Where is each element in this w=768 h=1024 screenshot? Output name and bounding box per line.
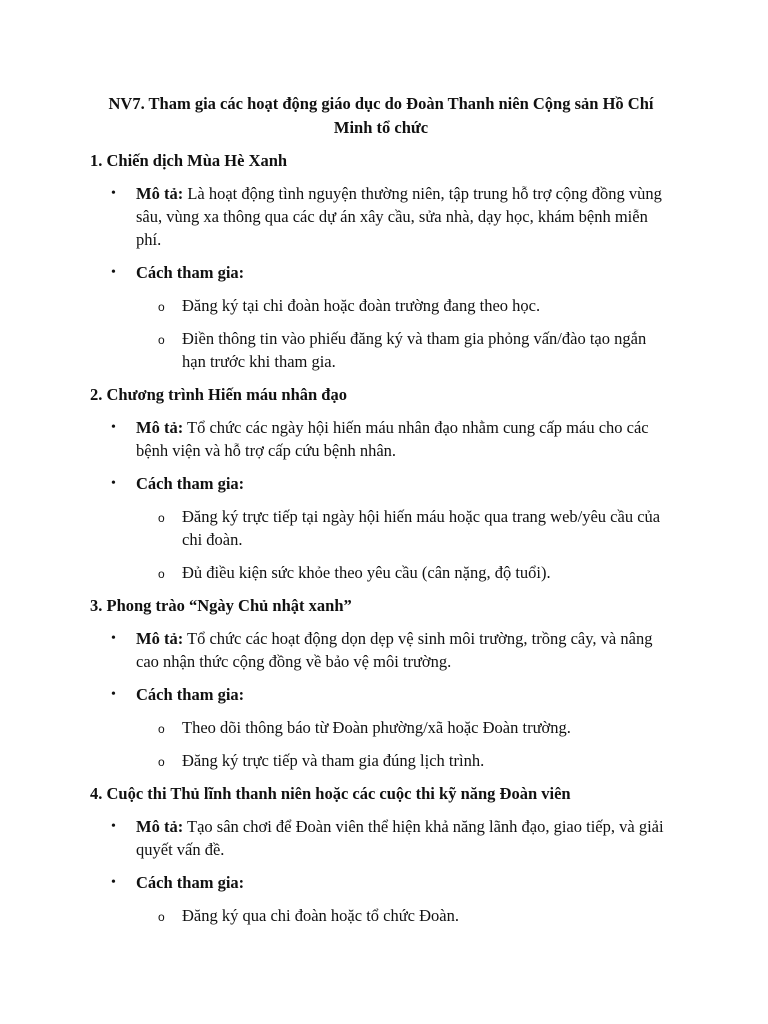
circle-bullet-icon: o [158, 300, 165, 314]
step-item [136, 904, 672, 927]
description-item [90, 416, 672, 462]
bullet-list [90, 627, 672, 772]
bullet-list [90, 182, 672, 373]
step-list [136, 294, 672, 373]
description-text-wrap [136, 817, 664, 859]
section-1 [90, 149, 672, 373]
description-text-wrap [136, 629, 652, 671]
participation-item [90, 871, 672, 927]
step-item [136, 327, 672, 373]
circle-bullet-icon: o [158, 722, 165, 736]
description-text-wrap [136, 418, 649, 460]
participation-label: Cách tham gia: [136, 474, 245, 493]
participation-label: Cách tham gia: [136, 685, 245, 704]
section-3 [90, 594, 672, 772]
circle-bullet-icon: o [158, 910, 165, 924]
participation-item [90, 261, 672, 373]
participation-label: Cách tham gia: [136, 263, 245, 282]
circle-bullet-icon: o [158, 333, 165, 347]
participation-item [90, 683, 672, 772]
section-heading: 3. Phong trào “Ngày Chủ nhật xanh” [90, 596, 352, 615]
step-list [136, 716, 672, 772]
step-list [136, 505, 672, 584]
step-item [136, 505, 672, 551]
step-item [136, 561, 672, 584]
circle-bullet-icon: o [158, 755, 165, 769]
step-text: Theo dõi thông báo từ Đoàn phường/xã hoặc Đoàn trường. [182, 718, 571, 737]
step-text: Đăng ký tại chi đoàn hoặc đoàn trường đang theo học. [182, 296, 541, 315]
section-2 [90, 383, 672, 584]
participation-item [90, 472, 672, 584]
bullet-icon: • [111, 265, 116, 280]
circle-bullet-icon: o [158, 567, 165, 581]
section-4 [90, 782, 672, 927]
description-label: Mô tả: [136, 184, 184, 203]
step-item [136, 716, 672, 739]
description-item [90, 182, 672, 251]
step-text: Điền thông tin vào phiếu đăng ký và tham gia phỏng vấn/đào tạo ngắn hạn trước khi tham gia. [182, 329, 647, 371]
description-text-wrap [136, 184, 662, 249]
step-text: Đăng ký trực tiếp và tham gia đúng lịch trình. [182, 751, 485, 770]
bullet-icon: • [111, 631, 116, 646]
description-text: Tạo sân chơi để Đoàn viên thể hiện khả năng lãnh đạo, giao tiếp, và giải quyết vấn đề. [136, 817, 664, 859]
step-text: Đăng ký qua chi đoàn hoặc tổ chức Đoàn. [182, 906, 459, 925]
description-label: Mô tả: [136, 629, 184, 648]
description-item [90, 815, 672, 861]
description-label: Mô tả: [136, 817, 184, 836]
bullet-list [90, 815, 672, 927]
section-heading: 1. Chiến dịch Mùa Hè Xanh [90, 151, 288, 170]
bullet-icon: • [111, 420, 116, 435]
bullet-list [90, 416, 672, 584]
circle-bullet-icon: o [158, 511, 165, 525]
description-text: Là hoạt động tình nguyện thường niên, tập trung hỗ trợ cộng đồng vùng sâu, vùng xa thông qua các dự án xây cầu, sửa nhà, dạy học, khám bệnh miễn phí. [136, 184, 662, 249]
bullet-icon: • [111, 186, 116, 201]
bullet-icon: • [111, 476, 116, 491]
section-heading: 4. Cuộc thi Thủ lĩnh thanh niên hoặc các cuộc thi kỹ năng Đoàn viên [90, 784, 571, 803]
sections-container [90, 149, 672, 927]
bullet-icon: • [111, 687, 116, 702]
step-list [136, 904, 672, 927]
description-label: Mô tả: [136, 418, 184, 437]
description-item [90, 627, 672, 673]
section-heading: 2. Chương trình Hiến máu nhân đạo [90, 385, 347, 404]
step-text: Đủ điều kiện sức khỏe theo yêu cầu (cân nặng, độ tuổi). [182, 563, 551, 582]
step-text: Đăng ký trực tiếp tại ngày hội hiến máu hoặc qua trang web/yêu cầu của chi đoàn. [182, 507, 661, 549]
step-item [136, 749, 672, 772]
description-text: Tổ chức các hoạt động dọn dẹp vệ sinh môi trường, trồng cây, và nâng cao nhận thức cộng đồng về bảo vệ môi trường. [136, 629, 653, 671]
description-text: Tổ chức các ngày hội hiến máu nhân đạo nhằm cung cấp máu cho các bệnh viện và hỗ trợ cấp cứu bệnh nhân. [136, 418, 649, 460]
participation-label: Cách tham gia: [136, 873, 245, 892]
bullet-icon: • [111, 819, 116, 834]
document-title: NV7. Tham gia các hoạt động giáo dục do Đoàn Thanh niên Cộng sản Hồ Chí Minh tổ chức [108, 94, 654, 137]
bullet-icon: • [111, 875, 116, 890]
step-item [136, 294, 672, 317]
